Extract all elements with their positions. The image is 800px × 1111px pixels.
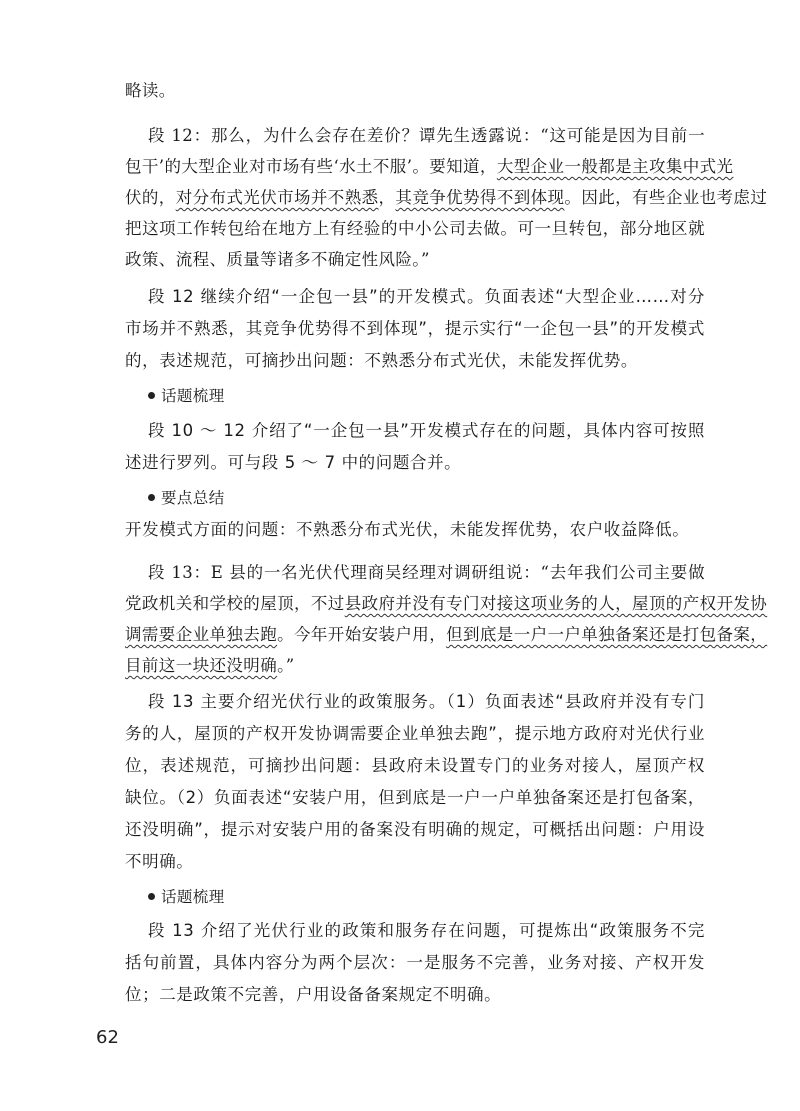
analysis12-line-3: 的，表述规范，可摘抄出问题：不熟悉分布式光伏，未能发挥优势。	[125, 351, 638, 370]
para12-line-2	[125, 156, 734, 178]
bullet-icon	[148, 893, 155, 900]
analysis13-line-6: 不明确。	[125, 852, 194, 871]
topic2-line-3: 位；二是政策不完善，户用设备备案规定不明确。	[125, 985, 502, 1004]
heading-text: 话题梳理	[161, 888, 225, 906]
para13-line-2	[125, 593, 768, 615]
summary-line-1: 开发模式方面的问题：不熟悉分布式光伏，未能发挥优势，农户收益降低。	[125, 520, 690, 539]
para13-text: 党政机关和学校的屋顶，不过	[125, 594, 345, 613]
para12-line-4: 把这项工作转包给在地方上有经验的中小公司去做。可一旦转包，部分地区就	[125, 219, 705, 238]
topic2-line-2: 括句前置，具体内容分为两个层次：一是服务不完善，业务对接、产权开发	[125, 953, 705, 972]
wavy-underline-text: 目前这一块还没明确	[125, 656, 278, 675]
wavy-underline-text: 调需要企业单独去跑	[125, 625, 278, 644]
analysis13-line-2: 务的人，屋顶的产权开发协调需要企业单独去跑”，提示地方政府对光伏行业	[125, 724, 705, 743]
wavy-underline-text: 但到底是一户一户单独备案还是打包备案，	[446, 625, 768, 644]
wavy-underline-text: 其竞争优势得不到体现	[395, 188, 565, 207]
para13-line-4	[125, 655, 705, 677]
para12-line-1: 段 12：那么，为什么会存在差价？谭先生透露说：“这可能是因为目前一	[148, 126, 705, 145]
intro-line: 略读。	[125, 81, 176, 100]
para12-text: 包干’的大型企业对市场有些‘水土不服’。要知道，	[125, 157, 497, 176]
topic-heading-2	[148, 886, 705, 908]
bullet-icon	[148, 494, 155, 501]
heading-text: 要点总结	[161, 489, 225, 507]
para12-text: 。因此，有些企业也考虑过	[564, 188, 768, 207]
analysis13-line-5: 还没明确”，提示对安装户用的备案没有明确的规定，可概括出问题：户用设	[125, 820, 705, 839]
heading-text: 话题梳理	[161, 387, 225, 405]
topic2-line-1: 段 13 介绍了光伏行业的政策和服务存在问题，可提炼出“政策服务不完	[148, 921, 705, 940]
wavy-underline-text: 县政府并没有专门对接这项业务的人，屋顶的产权开发协	[344, 594, 768, 613]
analysis13-line-3: 位，表述规范，可摘抄出问题：县政府未设置专门的业务对接人，屋顶产权	[125, 756, 705, 775]
topic1-line-2: 述进行罗列。可与段 5 ～ 7 中的问题合并。	[125, 453, 462, 472]
para12-line-3	[125, 187, 768, 209]
analysis12-line-1: 段 12 继续介绍“一企包一县”的开发模式。负面表述“大型企业……对分	[148, 287, 705, 306]
para12-text: ，	[378, 188, 396, 207]
analysis13-line-4: 缺位。（2）负面表述“安装户用，但到底是一户一户单独备案还是打包备案，	[125, 788, 705, 807]
analysis12-line-2: 市场并不熟悉，其竞争优势得不到体现”，提示实行“一企包一县”的开发模式	[125, 319, 705, 338]
para13-text: 。”	[277, 656, 295, 675]
topic1-line-1: 段 10 ～ 12 介绍了“一企包一县”开发模式存在的问题，具体内容可按照	[148, 421, 705, 440]
para12-line-5: 政策、流程、质量等诸多不确定性风险。”	[125, 250, 430, 269]
bullet-icon	[148, 392, 155, 399]
para13-line-3	[125, 624, 768, 646]
page-number: 62	[96, 1027, 119, 1048]
analysis13-line-1: 段 13 主要介绍光伏行业的政策服务。（1）负面表述“县政府并没有专门	[148, 692, 705, 711]
para13-text: 。今年开始安装户用，	[277, 625, 447, 644]
summary-heading	[148, 487, 705, 509]
topic-heading-1	[148, 385, 705, 407]
wavy-underline-text: 对分布式光伏市场并不熟悉	[175, 188, 379, 207]
para13-line-1: 段 13：E 县的一名光伏代理商吴经理对调研组说：“去年我们公司主要做	[148, 563, 705, 582]
para12-text: 伏的，	[125, 188, 176, 207]
wavy-underline-text: 大型企业一般都是主攻集中式光	[496, 157, 734, 176]
